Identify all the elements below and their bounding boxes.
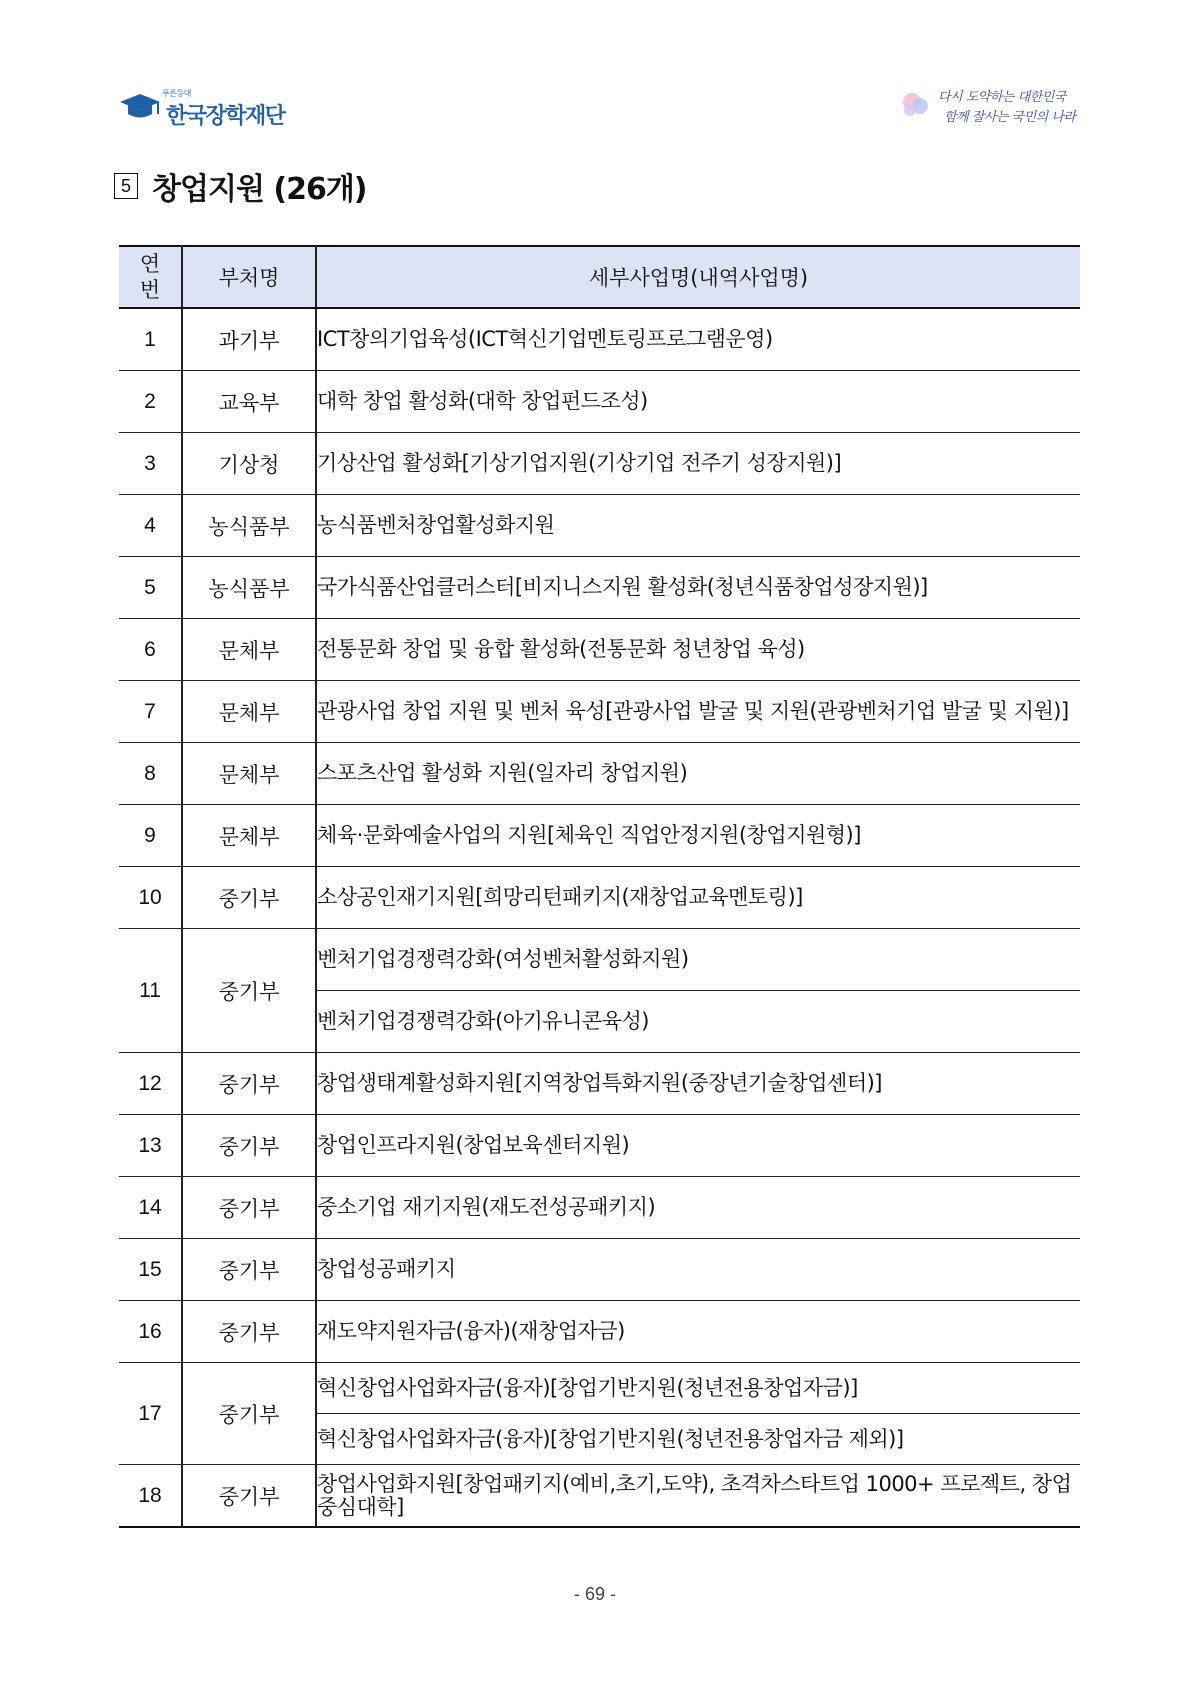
- table-row: [119, 495, 1080, 557]
- row-program-name: 농식품벤처창업활성화지원: [316, 495, 1080, 557]
- row-program-name: 기상산업 활성화[기상기업지원(기상기업 전주기 성장지원)]: [316, 433, 1080, 495]
- row-number: 18: [119, 1465, 182, 1528]
- row-department: 문체부: [182, 681, 316, 743]
- row-number: 7: [119, 681, 182, 743]
- table-row: [119, 1239, 1080, 1301]
- row-program-name: 창업성공패키지: [316, 1239, 1080, 1301]
- row-department: 중기부: [182, 1053, 316, 1115]
- row-program-name: 관광사업 창업 지원 및 벤처 육성[관광사업 발굴 및 지원(관광벤처기업 발굴 및 지원)]: [316, 681, 1080, 743]
- row-number: 5: [119, 557, 182, 619]
- header-serial: 연 번: [119, 246, 182, 308]
- row-department: 중기부: [182, 1465, 316, 1528]
- header-department: 부처명: [182, 246, 316, 308]
- table-row: [119, 433, 1080, 495]
- row-number: 14: [119, 1177, 182, 1239]
- row-number: 2: [119, 371, 182, 433]
- row-program-name: 국가식품산업클러스터[비지니스지원 활성화(청년식품창업성장지원)]: [316, 557, 1080, 619]
- table-row: [119, 1115, 1080, 1177]
- slogan-line-2: 함께 잘사는 국민의 나라: [944, 110, 1076, 125]
- row-number: 13: [119, 1115, 182, 1177]
- row-department: 농식품부: [182, 557, 316, 619]
- table-row: [119, 557, 1080, 619]
- row-department: 문체부: [182, 619, 316, 681]
- row-department: 기상청: [182, 433, 316, 495]
- row-department: 중기부: [182, 929, 316, 1053]
- row-number: 17: [119, 1363, 182, 1465]
- row-program-name: 중소기업 재기지원(재도전성공패키지): [316, 1177, 1080, 1239]
- row-number: 8: [119, 743, 182, 805]
- program-table: [119, 245, 1080, 1528]
- logo-tagline: 푸른등대: [162, 89, 191, 98]
- row-number: 1: [119, 308, 182, 371]
- foundation-logo: [118, 88, 288, 134]
- row-number: 3: [119, 433, 182, 495]
- section-number: 5: [114, 173, 138, 199]
- table-row: [119, 619, 1080, 681]
- table-row: [119, 1053, 1080, 1115]
- row-department: 중기부: [182, 1239, 316, 1301]
- table-row: [119, 308, 1080, 371]
- row-number: 9: [119, 805, 182, 867]
- row-number: 4: [119, 495, 182, 557]
- graduation-cap-icon: [118, 90, 162, 126]
- table-header-row: [119, 246, 1080, 308]
- row-program-name: 벤처기업경쟁력강화(여성벤처활성화지원): [316, 929, 1080, 991]
- table-row: [119, 371, 1080, 433]
- row-department: 문체부: [182, 805, 316, 867]
- table-row: [119, 929, 1080, 991]
- table-row: [119, 743, 1080, 805]
- slogan-emblem-icon: [898, 88, 934, 122]
- logo-name: 한국장학재단: [166, 104, 285, 129]
- header-program-name: 세부사업명(내역사업명): [316, 246, 1080, 308]
- row-department: 중기부: [182, 1363, 316, 1465]
- table-row: [119, 1177, 1080, 1239]
- row-number: 12: [119, 1053, 182, 1115]
- row-program-name: ICT창의기업육성(ICT혁신기업멘토링프로그램운영): [316, 308, 1080, 371]
- row-program-name: 혁신창업사업화자금(융자)[창업기반지원(청년전용창업자금)]: [316, 1363, 1080, 1414]
- row-program-name: 소상공인재기지원[희망리턴패키지(재창업교육멘토링)]: [316, 867, 1080, 929]
- row-department: 중기부: [182, 867, 316, 929]
- row-department: 중기부: [182, 1115, 316, 1177]
- table-row: [119, 805, 1080, 867]
- row-number: 10: [119, 867, 182, 929]
- row-program-name: 창업사업화지원[창업패키지(예비,초기,도약), 초격차스타트업 1000+ 프로젝트, 창업중심대학]: [316, 1465, 1080, 1528]
- row-program-name: 전통문화 창업 및 융합 활성화(전통문화 청년창업 육성): [316, 619, 1080, 681]
- row-program-name: 스포츠산업 활성화 지원(일자리 창업지원): [316, 743, 1080, 805]
- row-program-name: 창업생태계활성화지원[지역창업특화지원(중장년기술창업센터)]: [316, 1053, 1080, 1115]
- table-row: [119, 681, 1080, 743]
- row-department: 중기부: [182, 1177, 316, 1239]
- table-row: [119, 867, 1080, 929]
- row-department: 문체부: [182, 743, 316, 805]
- slogan-line-1: 다시 도약하는 대한민국: [938, 90, 1066, 105]
- row-number: 11: [119, 929, 182, 1053]
- row-number: 16: [119, 1301, 182, 1363]
- section-heading: [114, 168, 367, 207]
- row-department: 중기부: [182, 1301, 316, 1363]
- row-number: 6: [119, 619, 182, 681]
- government-slogan: [898, 82, 1088, 130]
- table-row: [119, 1301, 1080, 1363]
- row-program-name: 체육·문화예술사업의 지원[체육인 직업안정지원(창업지원형)]: [316, 805, 1080, 867]
- table-row: [119, 1363, 1080, 1414]
- row-department: 농식품부: [182, 495, 316, 557]
- row-department: 과기부: [182, 308, 316, 371]
- row-department: 교육부: [182, 371, 316, 433]
- row-program-name: 대학 창업 활성화(대학 창업펀드조성): [316, 371, 1080, 433]
- row-program-name: 재도약지원자금(융자)(재창업자금): [316, 1301, 1080, 1363]
- row-program-name: 혁신창업사업화자금(융자)[창업기반지원(청년전용창업자금 제외)]: [316, 1414, 1080, 1465]
- section-title: 창업지원 (26개): [152, 172, 367, 207]
- row-program-name: 창업인프라지원(창업보육센터지원): [316, 1115, 1080, 1177]
- row-number: 15: [119, 1239, 182, 1301]
- page-number: - 69 -: [573, 1584, 616, 1604]
- table-row: [119, 1465, 1080, 1528]
- row-program-name: 벤처기업경쟁력강화(아기유니콘육성): [316, 991, 1080, 1053]
